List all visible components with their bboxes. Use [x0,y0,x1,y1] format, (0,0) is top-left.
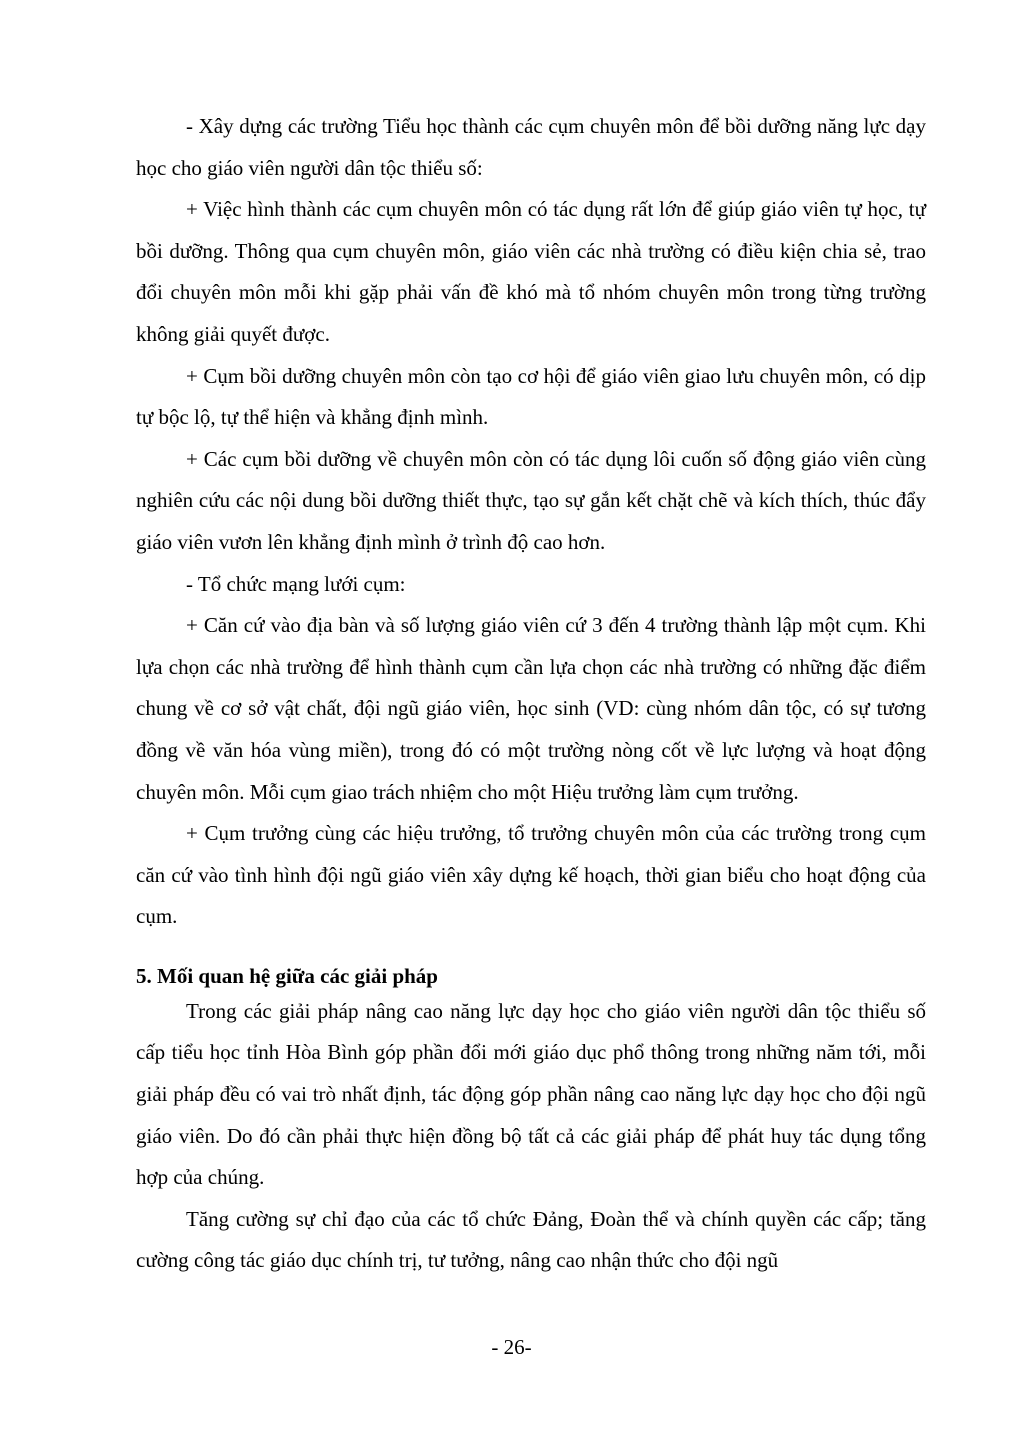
paragraph: - Xây dựng các trường Tiểu học thành các cụm chuyên môn để bồi dưỡng năng lực dạy học cho giáo viên người dân tộc thiểu số: [136,114,926,180]
paragraph: + Cụm bồi dưỡng chuyên môn còn tạo cơ hội để giáo viên giao lưu chuyên môn, có dịp tự bộc lộ, tự thể hiện và khẳng định mình. [136,363,926,430]
paragraph: Tăng cường sự chỉ đạo của các tổ chức Đảng, Đoàn thể và chính quyền các cấp; tăng cường công tác giáo dục chính trị, tư tưởng, nâng cao nhận thức cho đội ngũ [136,1206,926,1273]
paragraph: + Căn cứ vào địa bàn và số lượng giáo viên cứ 3 đến 4 trường thành lập một cụm. Khi lựa chọn các nhà trường để hình thành cụm cần lựa chọn các nhà trường có những đặc điểm chung về cơ sở vật chất, đội ngũ giáo viên, học sinh (VD: cùng nhóm dân tộc, có sự tương đồng về văn hóa vùng miền), trong đó có một trường nòng cốt về lực lượng và hoạt động chuyên môn. Mỗi cụm giao trách nhiệm cho một Hiệu trưởng làm cụm trưởng. [136,613,926,804]
paragraph: + Việc hình thành các cụm chuyên môn có tác dụng rất lớn để giúp giáo viên tự học, tự bồi dưỡng. Thông qua cụm chuyên môn, giáo viên các nhà trường có điều kiện chia sẻ, trao đổi chuyên môn mỗi khi gặp phải vấn đề khó mà tổ nhóm chuyên môn trong từng trường không giải quyết được. [136,197,926,346]
paragraph: + Cụm trưởng cùng các hiệu trưởng, tổ trưởng chuyên môn của các trường trong cụm căn cứ vào tình hình đội ngũ giáo viên xây dựng kế hoạch, thời gian biểu cho hoạt động của cụm. [136,821,926,929]
section-heading: 5. Mối quan hệ giữa các giải pháp [136,963,438,988]
page-number: - 26- [491,1335,532,1359]
page-content [136,106,926,1282]
paragraph: - Tổ chức mạng lưới cụm: [186,571,406,596]
paragraph: + Các cụm bồi dưỡng về chuyên môn còn có tác dụng lôi cuốn số động giáo viên cùng nghiên cứu các nội dung bồi dưỡng thiết thực, tạo sự gắn kết chặt chẽ và kích thích, thúc đẩy giáo viên vươn lên khẳng định mình ở trình độ cao hơn. [136,446,926,554]
paragraph: Trong các giải pháp nâng cao năng lực dạy học cho giáo viên người dân tộc thiểu số cấp tiểu học tỉnh Hòa Bình góp phần đổi mới giáo dục phổ thông trong những năm tới, mỗi giải pháp đều có vai trò nhất định, tác động góp phần nâng cao năng lực dạy học cho đội ngũ giáo viên. Do đó cần phải thực hiện đồng bộ tất cả các giải pháp để phát huy tác dụng tổng hợp của chúng. [136,998,926,1190]
